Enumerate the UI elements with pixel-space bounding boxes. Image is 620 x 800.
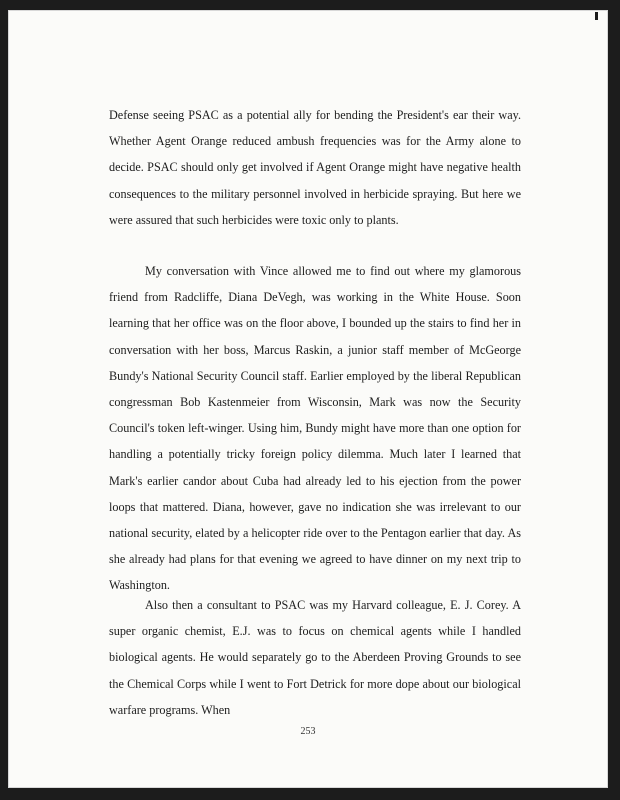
- paragraph-1-text: Defense seeing PSAC as a potential ally for bending the President's ear their way. Whether Agent Orange reduced ambush frequencies was for the Army alone to decide. PSAC should only get involved if Agent Orange might have negative health consequences to the military personnel involved in herbicide spraying. But here we were assured that such herbicides were toxic only to plants.: [109, 108, 521, 227]
- paragraph-2: [109, 258, 521, 599]
- paragraph-3-text: Also then a consultant to PSAC was my Harvard colleague, E. J. Corey. A super organic chemist, E.J. was to focus on chemical agents while I handled biological agents. He would separately go to the Aberdeen Proving Grounds to see the Chemical Corps while I went to Fort Detrick for more dope about our biological warfare programs. When: [109, 598, 521, 717]
- document-page: [8, 10, 608, 788]
- scan-corner-mark: [595, 12, 598, 20]
- page-number: 253: [300, 726, 316, 737]
- paragraph-1: [109, 102, 521, 233]
- paragraph-3: [109, 592, 521, 723]
- paragraph-2-text: My conversation with Vince allowed me to find out where my glamorous friend from Radcliffe, Diana DeVegh, was working in the White House. Soon learning that her office was on the floor above, I bounded up the stairs to find her in conversation with her boss, Marcus Raskin, a junior staff member of McGeorge Bundy's National Security Council staff. Earlier employed by the liberal Republican congressman Bob Kastenmeier from Wisconsin, Mark was now the Security Council's token left-winger. Using him, Bundy might have more than one option for handling a potentially tricky foreign policy dilemma. Much later I learned that Mark's earlier candor about Cuba had already led to his ejection from the power loops that mattered. Diana, however, gave no indication she was irrelevant to our national security, elated by a helicopter ride over to the Pentagon earlier that day. As she already had plans for that evening we agreed to have dinner on my next trip to Washington.: [109, 264, 521, 593]
